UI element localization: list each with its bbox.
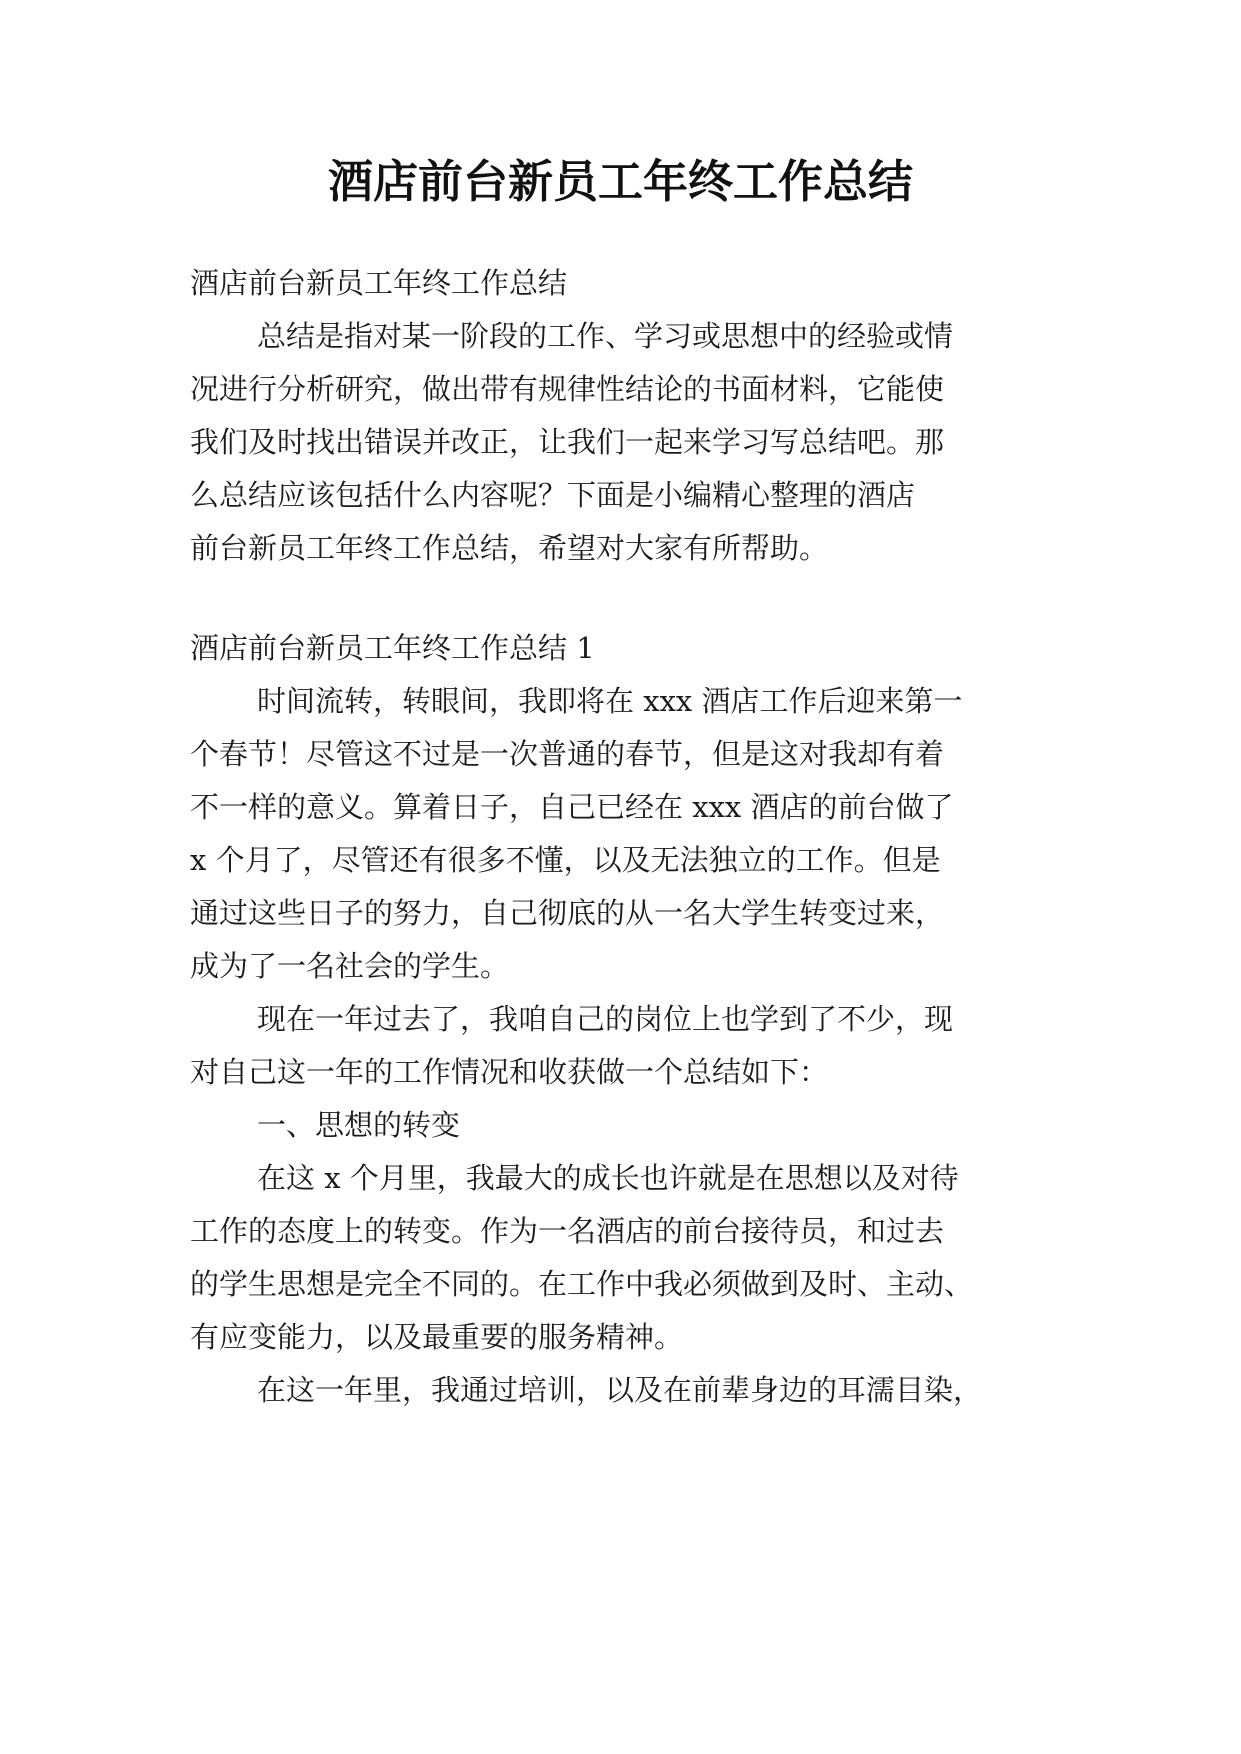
text-line: 对自己这一年的工作情况和收获做一个总结如下： (190, 1055, 829, 1089)
text-line: x 个月了，尽管还有很多不懂，以及无法独立的工作。但是 (190, 843, 941, 877)
text-line: 不一样的意义。算着日子，自己已经在 xxx 酒店的前台做了 (190, 790, 954, 824)
subsection-heading: 一、思想的转变 (257, 1108, 461, 1142)
text-line: 个春节！尽管这不过是一次普通的春节，但是这对我却有着 (190, 737, 945, 771)
text-line: 的学生思想是完全不同的。在工作中我必须做到及时、主动、 (190, 1267, 974, 1301)
text-line: 在这 x 个月里，我最大的成长也许就是在思想以及对待 (257, 1161, 959, 1195)
text-line: 成为了一名社会的学生。 (190, 949, 510, 983)
subtitle-line: 酒店前台新员工年终工作总结 (190, 266, 568, 300)
text-line: 有应变能力，以及最重要的服务精神。 (190, 1320, 684, 1354)
text-line: 么总结应该包括什么内容呢？下面是小编精心整理的酒店 (190, 478, 916, 512)
text-line: 前台新员工年终工作总结，希望对大家有所帮助。 (190, 531, 829, 565)
text-line: 在这一年里，我通过培训，以及在前辈身边的耳濡目染， (257, 1373, 983, 1407)
text-line: 工作的态度上的转变。作为一名酒店的前台接待员，和过去 (190, 1214, 945, 1248)
text-line: 总结是指对某一阶段的工作、学习或思想中的经验或情 (257, 319, 954, 353)
document-title: 酒店前台新员工年终工作总结 (327, 155, 913, 208)
text-line: 时间流转，转眼间，我即将在 xxx 酒店工作后迎来第一 (257, 684, 963, 718)
section-heading: 酒店前台新员工年终工作总结 1 (190, 631, 595, 665)
text-line: 通过这些日子的努力，自己彻底的从一名大学生转变过来， (190, 896, 945, 930)
text-line: 现在一年过去了，我咱自己的岗位上也学到了不少，现 (257, 1002, 954, 1036)
text-line: 况进行分析研究，做出带有规律性结论的书面材料，它能使 (190, 372, 945, 406)
text-line: 我们及时找出错误并改正，让我们一起来学习写总结吧。那 (190, 425, 945, 459)
